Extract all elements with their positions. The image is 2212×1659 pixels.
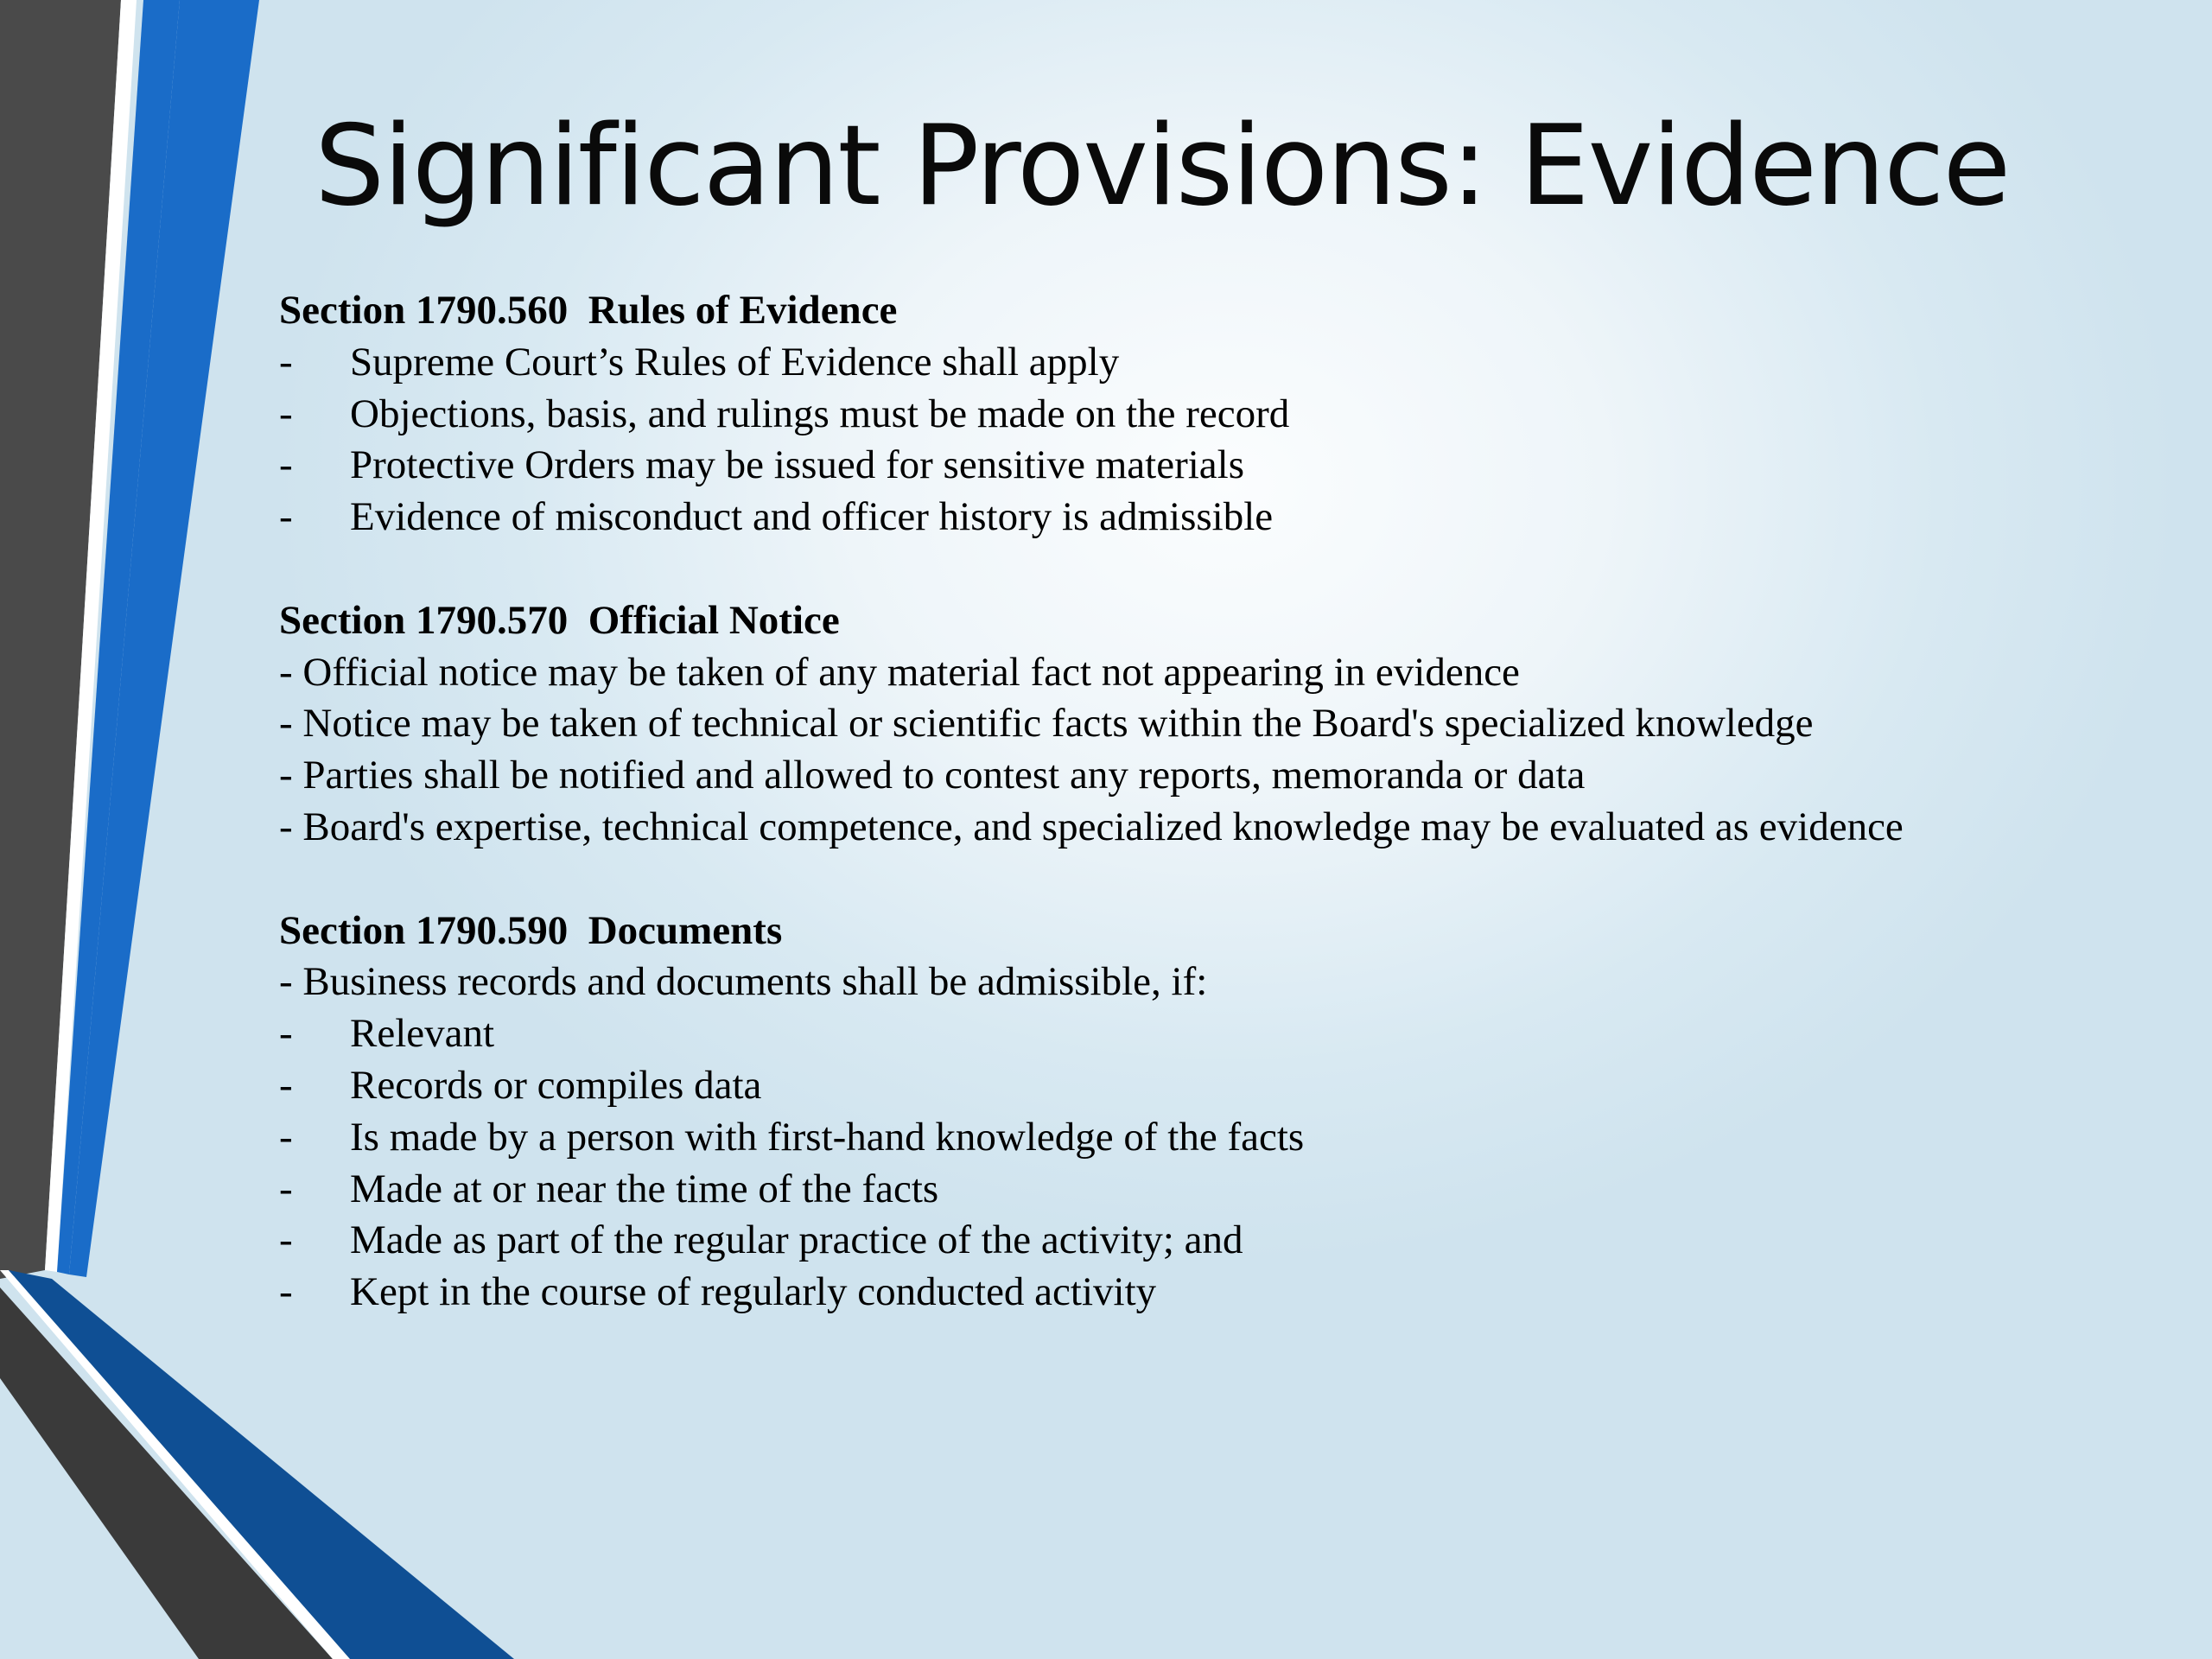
list-item: [279, 440, 2137, 492]
dash-marker: -: [279, 1011, 293, 1057]
list-item-text: Protective Orders may be issued for sensitive materials: [350, 442, 1245, 488]
slide-body: [279, 285, 2137, 1319]
dash-marker: -: [279, 1269, 293, 1315]
list-item: [279, 1008, 2137, 1060]
section-rules-of-evidence: [279, 285, 2137, 543]
list-item: - Board's expertise, technical competence, and specialized knowledge may be evaluated as evidence: [279, 804, 1904, 849]
list-item-text: Made at or near the time of the facts: [350, 1166, 939, 1211]
section-intro: - Business records and documents shall be admissible, if:: [279, 959, 1208, 1005]
dash-marker: -: [279, 391, 293, 436]
list-item: [279, 1267, 2137, 1319]
list-item-text: Relevant: [350, 1011, 495, 1057]
dash-marker: -: [279, 494, 293, 540]
dash-marker: -: [279, 1062, 293, 1108]
list-item: - Notice may be taken of technical or scientific facts within the Board's specialized knowledge: [279, 701, 1814, 747]
dash-marker: -: [279, 1217, 293, 1263]
list-item: [279, 1112, 2137, 1164]
section-official-notice: [279, 595, 2137, 854]
list-item: [279, 389, 2137, 441]
list-item: - Official notice may be taken of any material fact not appearing in evidence: [279, 649, 1520, 695]
list-item: - Parties shall be notified and allowed to contest any reports, memoranda or data: [279, 753, 1586, 798]
list-item: [279, 1215, 2137, 1267]
list-item: [279, 492, 2137, 543]
list-item-text: Evidence of misconduct and officer history is admissible: [350, 494, 1274, 540]
list-item-text: Objections, basis, and rulings must be made on the record: [350, 391, 1290, 436]
list-item-text: Supreme Court’s Rules of Evidence shall apply: [350, 339, 1120, 385]
section-heading: Section 1790.590 Documents: [279, 907, 783, 953]
section-heading: Section 1790.560 Rules of Evidence: [279, 288, 898, 333]
list-item: [279, 1164, 2137, 1216]
dash-marker: -: [279, 1166, 293, 1211]
section-heading: Section 1790.570 Official Notice: [279, 597, 840, 643]
list-item-text: Records or compiles data: [350, 1062, 762, 1108]
list-item: [279, 1060, 2137, 1112]
dash-marker: -: [279, 339, 293, 385]
list-item-text: Is made by a person with first-hand knowledge of the facts: [350, 1114, 1305, 1160]
list-item-text: Made as part of the regular practice of the activity; and: [350, 1217, 1243, 1263]
list-item: [279, 337, 2137, 389]
dash-marker: -: [279, 442, 293, 488]
dash-marker: -: [279, 1114, 293, 1160]
slide-title: Significant Provisions: Evidence: [315, 102, 2010, 231]
section-documents: [279, 906, 2137, 1319]
list-item-text: Kept in the course of regularly conducted activity: [350, 1269, 1157, 1315]
